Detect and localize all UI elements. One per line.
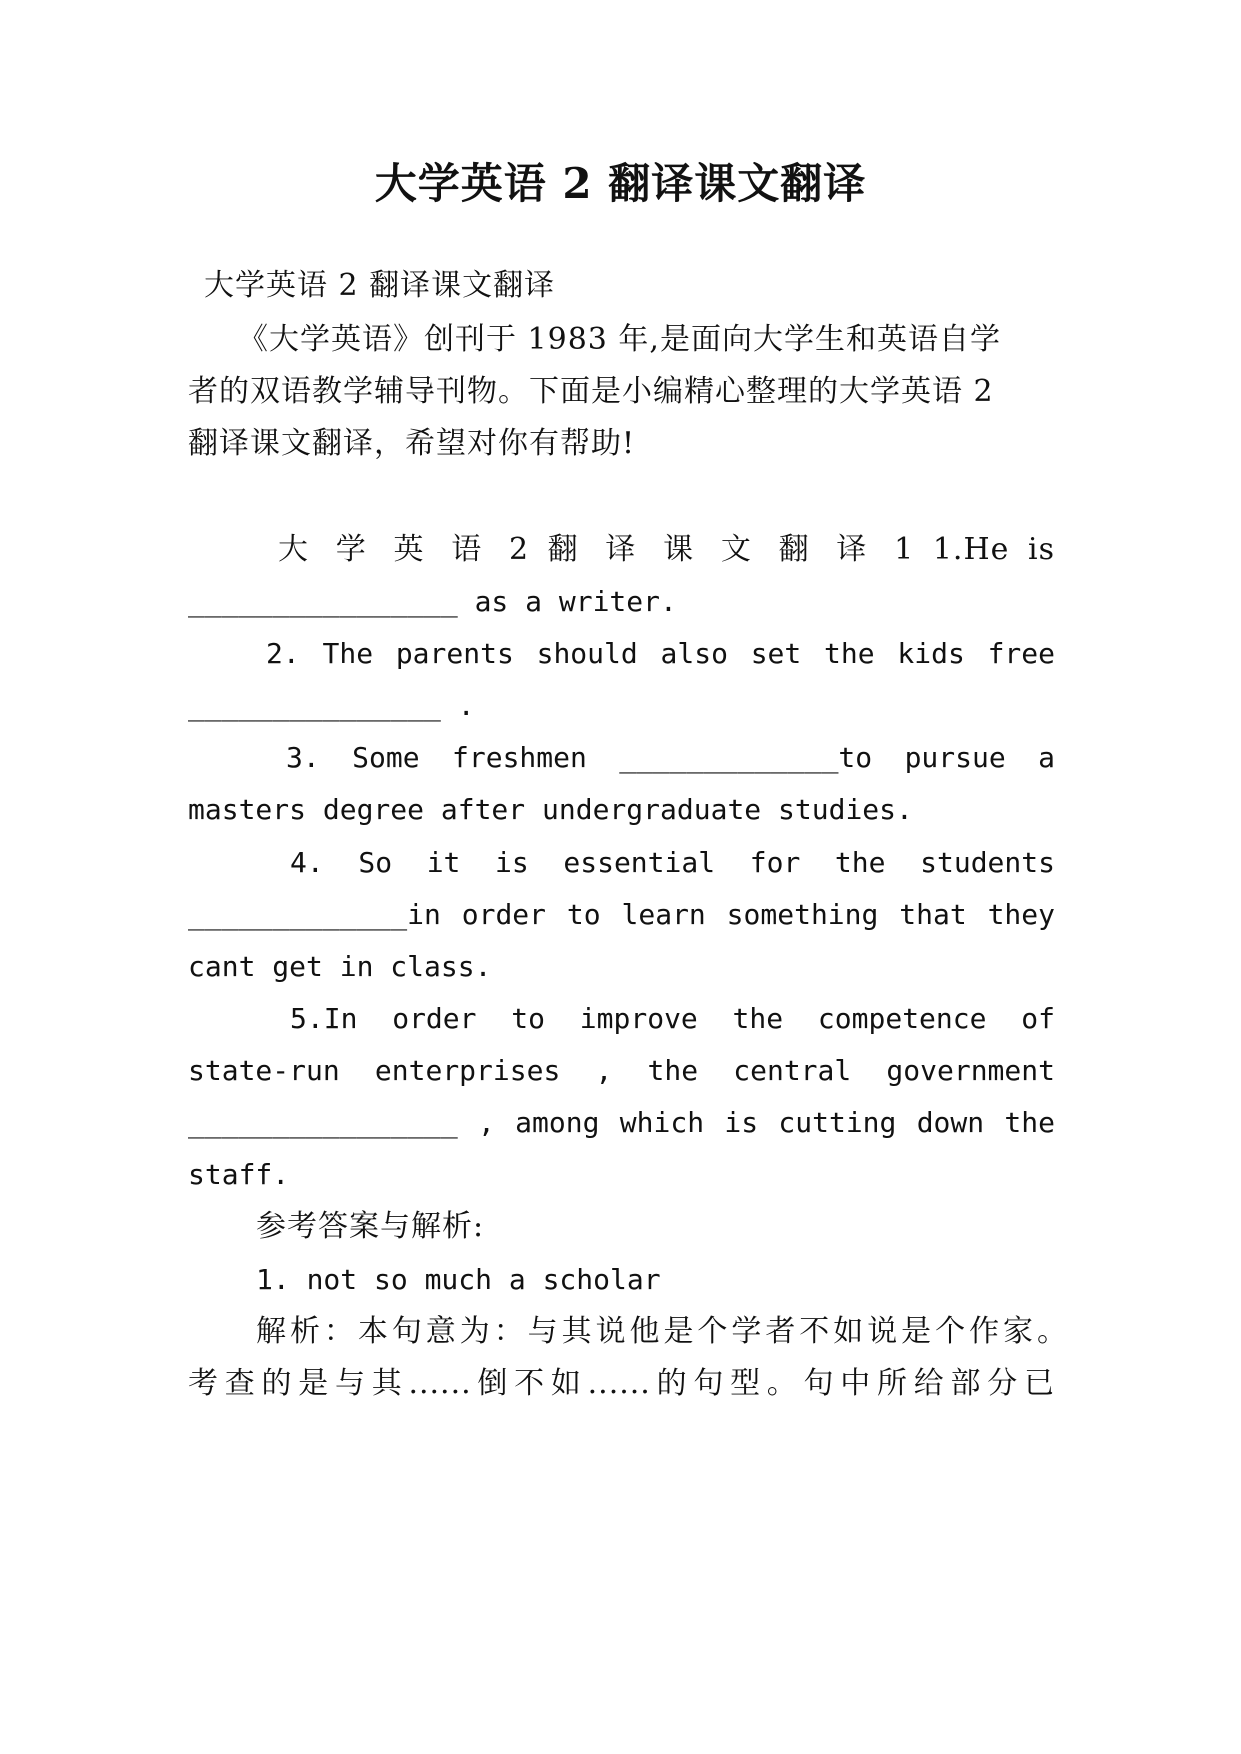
- question-1-line-1: 大 学 英 语 2 翻 译 课 文 翻 译 1 1.He is: [278, 532, 1055, 567]
- question-5-line-4: staff.: [188, 1158, 290, 1191]
- question-4-line-2: _____________in order to learn something that they: [188, 898, 1055, 931]
- question-2-line-2: _______________ .: [188, 689, 475, 722]
- document-subtitle: 大学英语 2 翻译课文翻译: [204, 268, 556, 303]
- question-4-line-3: cant get in class.: [188, 950, 492, 983]
- intro-line-1: 《大学英语》创刊于 1983 年,是面向大学生和英语自学: [238, 322, 1001, 357]
- question-5-line-2: state-run enterprises , the central government: [188, 1054, 1055, 1087]
- analysis-line-1: 解析：本句意为：与其说他是个学者不如说是个作家。: [256, 1314, 1068, 1349]
- intro-line-3: 翻译课文翻译，希望对你有帮助!: [188, 426, 636, 461]
- question-3-line-2: masters degree after undergraduate studies.: [188, 793, 913, 826]
- question-5-line-3: ________________ , among which is cutting down the: [188, 1106, 1055, 1139]
- question-5-line-1: 5.In order to improve the competence of: [290, 1002, 1055, 1035]
- analysis-line-2: 考查的是与其......倒不如......的句型。句中所给部分已: [188, 1366, 1055, 1401]
- question-4-line-1: 4. So it is essential for the students: [290, 846, 1055, 879]
- document-title: 大学英语 2 翻译课文翻译: [374, 159, 867, 208]
- question-3-line-1: 3. Some freshmen _____________to pursue a: [286, 741, 1055, 774]
- answer-1: 1. not so much a scholar: [256, 1263, 661, 1296]
- answers-heading: 参考答案与解析:: [256, 1209, 485, 1244]
- intro-line-2: 者的双语教学辅导刊物。下面是小编精心整理的大学英语 2: [188, 374, 994, 409]
- question-2-line-1: 2. The parents should also set the kids free: [266, 637, 1055, 670]
- question-1-line-2: ________________ as a writer.: [188, 585, 677, 618]
